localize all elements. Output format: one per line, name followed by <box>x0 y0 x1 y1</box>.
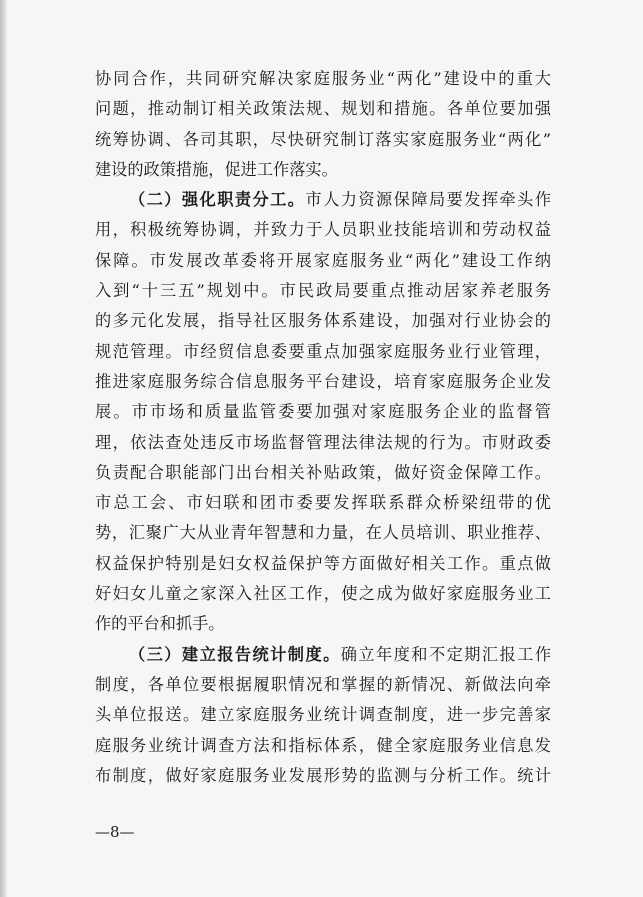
text-line: 规范管理。市经贸信息委要重点加强家庭服务业行业管理， <box>95 341 551 361</box>
section-2-first-line <box>95 185 551 215</box>
text-line: 布制度，做好家庭服务业发展形势的监测与分析工作。统计 <box>95 765 551 785</box>
text-line: 势，汇聚广大从业青年智慧和力量，在人员培训、职业推荐、 <box>95 523 551 543</box>
text-line: 协同合作，共同研究解决家庭服务业“两化”建设中的重大 <box>95 69 551 88</box>
text-line: 入到“十三五”规划中。市民政局要重点推动居家养老服务 <box>95 281 551 301</box>
text-line: 用，积极统筹协调，并致力于人员职业技能培训和劳动权益 <box>95 220 551 240</box>
text-line: 负责配合职能部门出台相关补贴政策，做好资金保障工作。 <box>95 462 551 482</box>
text-line: 建设的政策措施，促进工作落实。 <box>95 159 338 179</box>
text-line: 权益保护特别是妇女权益保护等方面做好相关工作。重点做 <box>95 553 551 573</box>
section-2-heading: （二）强化职责分工。 <box>129 190 306 210</box>
scan-edge <box>0 0 7 897</box>
text-line: 市总工会、市妇联和团市委要发挥联系群众桥梁纽带的优 <box>95 493 551 513</box>
text-line: 作的平台和抓手。 <box>95 614 225 634</box>
text-line: 制度，各单位要根据履职情况和掌握的新情况、新做法向牵 <box>95 674 551 694</box>
text-line: 好妇女儿童之家深入社区工作，使之成为做好家庭服务业工 <box>95 584 551 604</box>
section-3-heading: （三）建立报告统计制度。 <box>129 644 341 664</box>
text-line: 问题，推动制订相关政策法规、规划和措施。各单位要加强 <box>95 99 551 119</box>
body-text <box>95 64 551 791</box>
text-line: 的多元化发展，指导社区服务体系建设，加强对行业协会的 <box>95 311 551 331</box>
text-line: 庭服务业统计调查方法和指标体系，健全家庭服务业信息发 <box>95 735 551 755</box>
text-line: 推进家庭服务综合信息服务平台建设，培育家庭服务企业发 <box>95 371 551 391</box>
text-line: 统筹协调、各司其职，尽快研究制订落实家庭服务业“两化” <box>95 129 551 149</box>
text-line: 保障。市发展改革委将开展家庭服务业“两化”建设工作纳 <box>95 250 551 270</box>
page-number: —8— <box>95 823 135 841</box>
text-fragment: 确立年度和不定期汇报工作 <box>340 644 552 664</box>
text-line: 头单位报送。建立家庭服务业统计调查制度，进一步完善家 <box>95 705 551 725</box>
text-fragment: 市人力资源保障局要发挥牵头作 <box>305 190 552 210</box>
text-line: 理，依法查处违反市场监督管理法律法规的行为。市财政委 <box>95 432 551 452</box>
section-3-first-line <box>95 640 551 670</box>
text-line: 展。市市场和质量监管委要加强对家庭服务企业的监督管 <box>95 402 551 422</box>
